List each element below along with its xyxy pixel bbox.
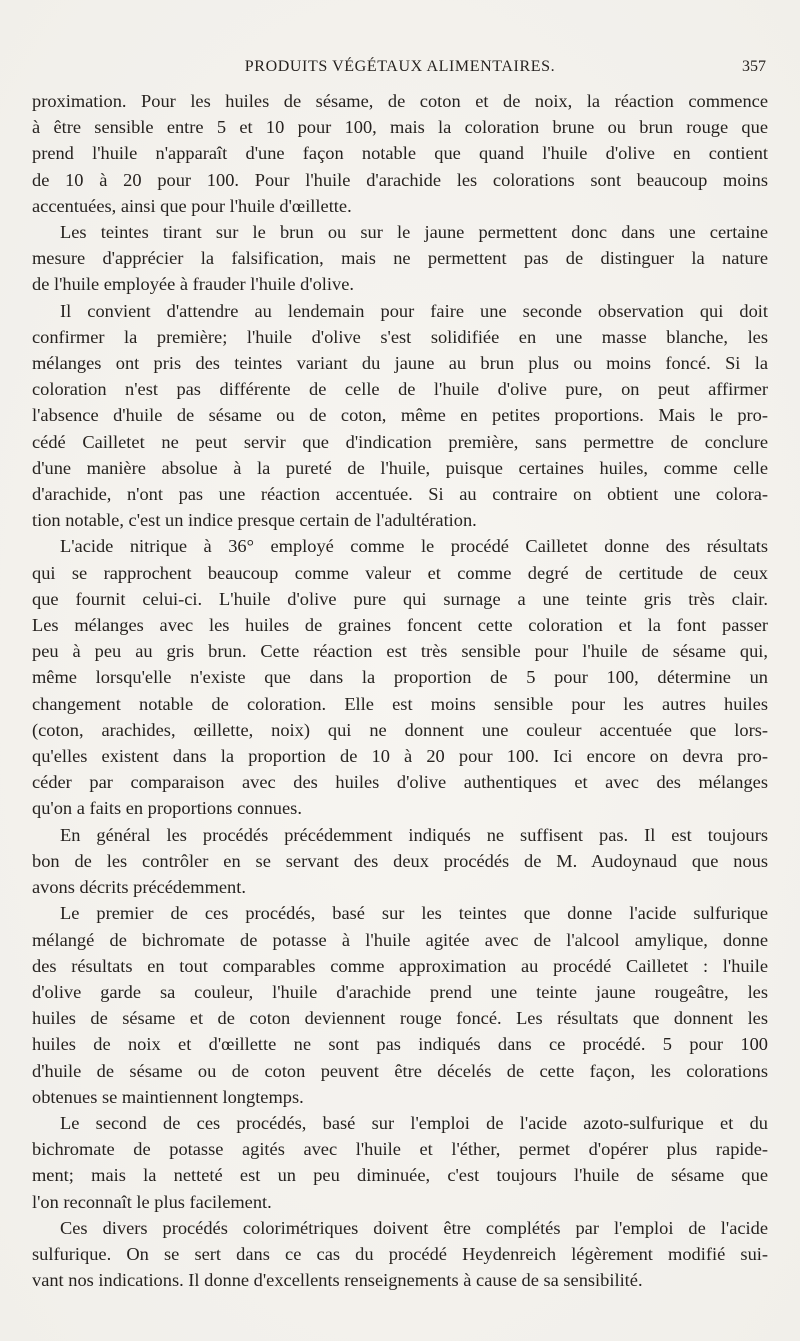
text-line: huiles de noix et d'œillette ne sont pas indiqués dans ce procédé. 5 pour 100 <box>32 1034 768 1055</box>
text-line: mesure d'apprécier la falsification, mais ne permettent pas de distinguer la nature <box>32 248 768 269</box>
text-line: Le premier de ces procédés, basé sur les teintes que donne l'acide sulfurique <box>60 903 768 924</box>
text-line: Le second de ces procédés, basé sur l'emploi de l'acide azoto-sulfurique et du <box>60 1112 768 1133</box>
text-line: de 10 à 20 pour 100. Pour l'huile d'arachide les colorations sont beaucoup moins <box>32 169 768 190</box>
text-line: Il convient d'attendre au lendemain pour faire une seconde observation qui doit <box>60 300 768 321</box>
text-line: sulfurique. On se sert dans ce cas du procédé Heydenreich légèrement modifié sui- <box>32 1243 768 1264</box>
paragraph <box>32 822 768 901</box>
text-line: changement notable de coloration. Elle est moins sensible pour les autres huiles <box>32 693 768 714</box>
running-title: PRODUITS VÉGÉTAUX ALIMENTAIRES. <box>244 58 556 75</box>
paragraph <box>32 219 768 298</box>
text-line: que fournit celui-ci. L'huile d'olive pure qui surnage a une teinte gris très clair. <box>32 588 768 609</box>
paragraph <box>32 900 768 1110</box>
text-line: accentuées, ainsi que pour l'huile d'œillette. <box>32 195 352 216</box>
text-line: des résultats en tout comparables comme approximation au procédé Cailletet : l'huile <box>32 955 768 976</box>
text-line: cédé Cailletet ne peut servir que d'indication première, sans permettre de conclure <box>32 431 768 452</box>
text-line: Les teintes tirant sur le brun ou sur le jaune permettent donc dans une certaine <box>60 222 768 243</box>
text-line: vant nos indications. Il donne d'excellents renseignements à cause de sa sensibilité. <box>32 1270 643 1291</box>
paragraph <box>32 1215 768 1294</box>
text-line: bon de les contrôler en se servant des deux procédés de M. Audoynaud que nous <box>32 850 768 871</box>
text-line: L'acide nitrique à 36° employé comme le procédé Cailletet donne des résultats <box>60 536 768 557</box>
text-line: avons décrits précédemment. <box>32 877 246 898</box>
text-line: d'olive garde sa couleur, l'huile d'arachide prend une teinte jaune rougeâtre, les <box>32 981 768 1002</box>
page-number: 357 <box>742 58 766 75</box>
text-line: même lorsqu'elle n'existe que dans la proportion de 5 pour 100, détermine un <box>32 667 768 688</box>
text-line: d'une manière absolue à la pureté de l'huile, puisque certaines huiles, comme celle <box>32 457 768 478</box>
paragraph <box>32 88 768 219</box>
text-line: prend l'huile n'apparaît d'une façon notable que quand l'huile d'olive en contient <box>32 143 768 164</box>
text-line: bichromate de potasse agités avec l'huile et l'éther, permet d'opérer plus rapide- <box>32 1139 768 1160</box>
page-header <box>32 56 768 84</box>
text-line: de l'huile employée à frauder l'huile d'olive. <box>32 274 354 295</box>
text-line: l'absence d'huile de sésame ou de coton, même en petites proportions. Mais le pro- <box>32 405 768 426</box>
text-line: Ces divers procédés colorimétriques doivent être complétés par l'emploi de l'acide <box>60 1217 768 1238</box>
paragraph <box>32 1110 768 1215</box>
text-line: à être sensible entre 5 et 10 pour 100, mais la coloration brune ou brun rouge que <box>32 117 768 138</box>
paragraph <box>32 533 768 821</box>
text-line: confirmer la première; l'huile d'olive s'est solidifiée en une masse blanche, les <box>32 326 768 347</box>
text-line: peu à peu au gris brun. Cette réaction est très sensible pour l'huile de sésame qui, <box>32 641 768 662</box>
text-line: (coton, arachides, œillette, noix) qui ne donnent une couleur accentuée que lors- <box>32 719 768 740</box>
text-line: coloration n'est pas différente de celle de l'huile d'olive pure, on peut affirmer <box>32 379 768 400</box>
text-line: proximation. Pour les huiles de sésame, de coton et de noix, la réaction commence <box>32 91 768 111</box>
text-line: qu'on a faits en proportions connues. <box>32 798 302 819</box>
paragraph <box>32 298 768 534</box>
text-line: tion notable, c'est un indice presque certain de l'adultération. <box>32 510 477 531</box>
text-line: mélangé de bichromate de potasse à l'huile agitée avec de l'alcool amylique, donne <box>32 929 768 950</box>
text-line: l'on reconnaît le plus facilement. <box>32 1191 272 1212</box>
text-line: d'arachide, n'ont pas une réaction accentuée. Si au contraire on obtient une colora- <box>32 484 768 505</box>
text-line: mélanges ont pris des teintes variant du jaune au brun plus ou moins foncé. Si la <box>32 353 768 374</box>
text-line: d'huile de sésame ou de coton peuvent être décelés de cette façon, les colorations <box>32 1060 768 1081</box>
text-line: En général les procédés précédemment indiqués ne suffisent pas. Il est toujours <box>60 824 768 845</box>
text-line: Les mélanges avec les huiles de graines foncent cette coloration et la font passer <box>32 615 768 636</box>
text-line: ment; mais la netteté est un peu diminuée, c'est toujours l'huile de sésame que <box>32 1165 768 1186</box>
text-line: céder par comparaison avec des huiles d'olive authentiques et avec des mélanges <box>32 772 768 793</box>
body-text <box>32 88 768 1293</box>
text-line: huiles de sésame et de coton deviennent rouge foncé. Les résultats que donnent les <box>32 1008 768 1029</box>
text-line: qui se rapprochent beaucoup comme valeur et comme degré de certitude de ceux <box>32 562 768 583</box>
text-line: obtenues se maintiennent longtemps. <box>32 1086 304 1107</box>
text-line: qu'elles existent dans la proportion de 10 à 20 pour 100. Ici encore on devra pro- <box>32 746 768 767</box>
